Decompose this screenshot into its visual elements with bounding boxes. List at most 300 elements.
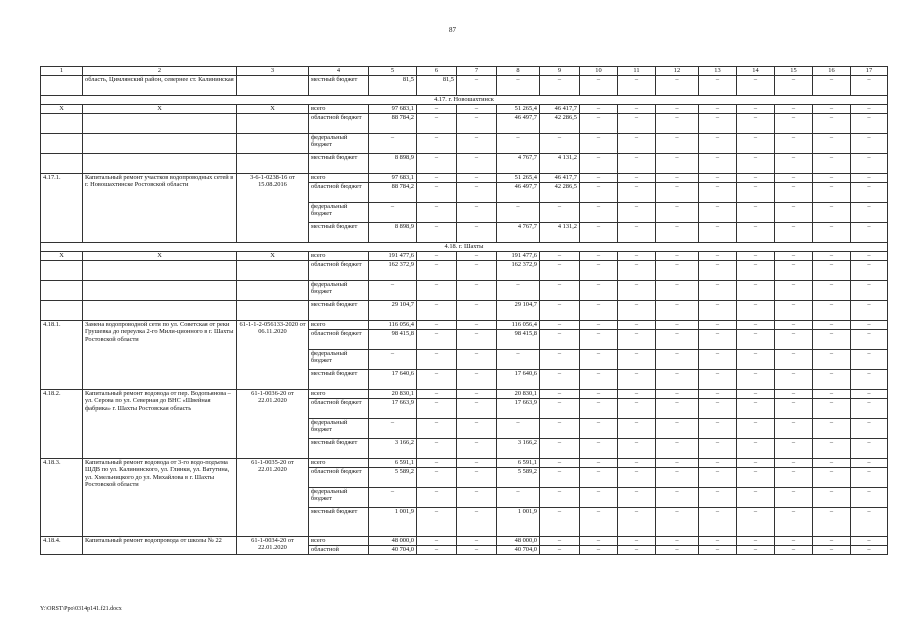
object-name-cell: Замена водопроводной сети по ул. Советская от реки Грушевка до переулка 2-го Мили-ционного в г. Шахты Ростовской области	[83, 321, 237, 390]
value-cell: –	[618, 134, 656, 154]
value-cell: –	[775, 459, 813, 468]
value-cell: –	[457, 114, 497, 134]
value-cell: –	[540, 76, 580, 96]
value-cell: –	[851, 419, 888, 439]
table-body	[41, 67, 888, 555]
document-cell: 61-1-0035-20 от 22.01.2020	[237, 459, 309, 537]
value-cell: –	[618, 223, 656, 243]
value-cell: –	[618, 439, 656, 459]
budget-source-cell: местный бюджет	[309, 370, 369, 390]
value-cell: 98 415,8	[369, 330, 417, 350]
value-cell: –	[656, 223, 699, 243]
item-number-cell: 4.18.4.	[41, 537, 83, 555]
column-header: 7	[457, 67, 497, 76]
value-cell: –	[457, 281, 497, 301]
budget-source-cell: всего	[309, 252, 369, 261]
value-cell: –	[580, 546, 618, 555]
value-cell: –	[618, 546, 656, 555]
table-row	[41, 134, 888, 154]
value-cell: –	[618, 301, 656, 321]
value-cell: –	[417, 321, 457, 330]
value-cell: –	[737, 419, 775, 439]
value-cell: –	[813, 330, 851, 350]
value-cell: –	[580, 261, 618, 281]
value-cell: –	[851, 174, 888, 183]
value-cell: –	[580, 459, 618, 468]
value-cell: –	[851, 459, 888, 468]
section-row	[41, 243, 888, 252]
item-number-cell	[41, 114, 83, 134]
value-cell: –	[775, 252, 813, 261]
value-cell: –	[417, 390, 457, 399]
value-cell: 17 640,6	[497, 370, 540, 390]
value-cell: –	[656, 537, 699, 546]
value-cell: –	[813, 508, 851, 537]
column-header: 1	[41, 67, 83, 76]
value-cell: 162 372,9	[497, 261, 540, 281]
value-cell: –	[656, 105, 699, 114]
value-cell: –	[699, 370, 737, 390]
item-number-cell: 4.18.1.	[41, 321, 83, 390]
value-cell: 17 663,9	[369, 399, 417, 419]
document-cell	[237, 114, 309, 134]
value-cell: –	[540, 399, 580, 419]
value-cell: –	[457, 350, 497, 370]
value-cell: –	[851, 350, 888, 370]
value-cell: –	[417, 301, 457, 321]
table-row	[41, 76, 888, 96]
value-cell: –	[851, 508, 888, 537]
budget-source-cell: федеральный бюджет	[309, 203, 369, 223]
value-cell: –	[580, 488, 618, 508]
value-cell: –	[417, 203, 457, 223]
item-number-cell	[41, 154, 83, 174]
value-cell: –	[457, 203, 497, 223]
value-cell: –	[656, 154, 699, 174]
value-cell: –	[540, 508, 580, 537]
value-cell: –	[851, 134, 888, 154]
value-cell: 6 591,1	[369, 459, 417, 468]
column-header: 9	[540, 67, 580, 76]
value-cell: –	[813, 174, 851, 183]
value-cell: –	[775, 223, 813, 243]
value-cell: 51 265,4	[497, 174, 540, 183]
value-cell: –	[813, 154, 851, 174]
table-row	[41, 105, 888, 114]
value-cell: 1 001,9	[497, 508, 540, 537]
value-cell: –	[813, 105, 851, 114]
value-cell: –	[618, 399, 656, 419]
value-cell: 51 265,4	[497, 105, 540, 114]
document-cell	[237, 281, 309, 301]
document-cell: 3-6-1-0238-16 от 15.08.2016	[237, 174, 309, 243]
value-cell: –	[737, 154, 775, 174]
value-cell: –	[618, 370, 656, 390]
budget-source-cell: всего	[309, 174, 369, 183]
value-cell: –	[775, 370, 813, 390]
value-cell: 17 640,6	[369, 370, 417, 390]
value-cell: –	[737, 390, 775, 399]
value-cell: –	[851, 281, 888, 301]
value-cell: –	[813, 301, 851, 321]
value-cell: –	[699, 183, 737, 203]
object-name-cell: Капитальный ремонт участков водопроводных сетей в г. Новошахтинске Ростовской области	[83, 174, 237, 243]
value-cell: –	[457, 419, 497, 439]
value-cell: –	[737, 261, 775, 281]
value-cell: –	[457, 330, 497, 350]
value-cell: –	[699, 252, 737, 261]
document-cell: 61-1-0034-20 от 22.01.2020	[237, 537, 309, 555]
value-cell: –	[580, 301, 618, 321]
value-cell: –	[580, 134, 618, 154]
value-cell: –	[656, 439, 699, 459]
value-cell: –	[457, 223, 497, 243]
value-cell: –	[457, 321, 497, 330]
value-cell: –	[775, 301, 813, 321]
value-cell: 40 704,0	[369, 546, 417, 555]
value-cell: –	[737, 546, 775, 555]
column-header: 15	[775, 67, 813, 76]
value-cell: –	[457, 301, 497, 321]
value-cell: –	[580, 399, 618, 419]
item-number-cell: Х	[41, 252, 83, 261]
value-cell: –	[580, 350, 618, 370]
value-cell: –	[851, 105, 888, 114]
value-cell: –	[618, 350, 656, 370]
value-cell: –	[656, 350, 699, 370]
value-cell: –	[540, 468, 580, 488]
value-cell: –	[851, 546, 888, 555]
value-cell: –	[618, 390, 656, 399]
value-cell: –	[775, 488, 813, 508]
value-cell: –	[618, 76, 656, 96]
document-cell: Х	[237, 105, 309, 114]
section-title: 4.17. г. Новошахтинск	[41, 96, 888, 105]
document-cell: 61-1-1-2-056133-2020 от 06.11.2020	[237, 321, 309, 390]
value-cell: –	[813, 546, 851, 555]
value-cell: –	[618, 281, 656, 301]
value-cell: –	[618, 321, 656, 330]
value-cell: 6 591,1	[497, 459, 540, 468]
budget-source-cell: федеральный бюджет	[309, 350, 369, 370]
budget-source-cell: местный бюджет	[309, 76, 369, 96]
value-cell: –	[540, 252, 580, 261]
value-cell: –	[580, 321, 618, 330]
value-cell: –	[540, 301, 580, 321]
value-cell: –	[497, 76, 540, 96]
table-row	[41, 174, 888, 183]
value-cell: –	[813, 468, 851, 488]
value-cell: –	[618, 468, 656, 488]
value-cell: –	[775, 546, 813, 555]
value-cell: –	[457, 459, 497, 468]
value-cell: 29 104,7	[369, 301, 417, 321]
section-row	[41, 96, 888, 105]
value-cell: 42 286,5	[540, 183, 580, 203]
value-cell: –	[775, 439, 813, 459]
value-cell: –	[540, 330, 580, 350]
column-header: 13	[699, 67, 737, 76]
object-name-cell: Капитальный ремонт водопровода от школы № 22	[83, 537, 237, 555]
value-cell: –	[618, 105, 656, 114]
budget-source-cell: местный бюджет	[309, 223, 369, 243]
value-cell: –	[775, 261, 813, 281]
value-cell: –	[813, 459, 851, 468]
value-cell: –	[656, 399, 699, 419]
value-cell: –	[540, 390, 580, 399]
value-cell: –	[457, 370, 497, 390]
value-cell: 3 166,2	[369, 439, 417, 459]
value-cell: –	[540, 134, 580, 154]
value-cell: –	[851, 399, 888, 419]
budget-source-cell: федеральный бюджет	[309, 281, 369, 301]
value-cell: –	[618, 252, 656, 261]
value-cell: 8 898,9	[369, 223, 417, 243]
value-cell: –	[540, 546, 580, 555]
value-cell: –	[457, 390, 497, 399]
column-header: 2	[83, 67, 237, 76]
value-cell: –	[580, 154, 618, 174]
value-cell: –	[417, 468, 457, 488]
value-cell: –	[457, 183, 497, 203]
column-header: 5	[369, 67, 417, 76]
value-cell: –	[699, 488, 737, 508]
value-cell: –	[457, 439, 497, 459]
value-cell: –	[618, 261, 656, 281]
budget-source-cell: областной бюджет	[309, 468, 369, 488]
value-cell: –	[656, 468, 699, 488]
value-cell: –	[656, 330, 699, 350]
value-cell: –	[699, 223, 737, 243]
value-cell: –	[775, 154, 813, 174]
document-cell: 61-1-0036-20 от 22.01.2020	[237, 390, 309, 459]
value-cell: –	[851, 301, 888, 321]
table-row	[41, 252, 888, 261]
value-cell: –	[699, 419, 737, 439]
value-cell: –	[775, 134, 813, 154]
value-cell: –	[775, 174, 813, 183]
value-cell: –	[737, 203, 775, 223]
column-header: 4	[309, 67, 369, 76]
value-cell: –	[618, 154, 656, 174]
value-cell: –	[369, 350, 417, 370]
value-cell: –	[580, 281, 618, 301]
value-cell: –	[457, 76, 497, 96]
value-cell: –	[813, 261, 851, 281]
value-cell: 4 131,2	[540, 154, 580, 174]
value-cell: –	[417, 419, 457, 439]
value-cell: 81,5	[369, 76, 417, 96]
table-row	[41, 281, 888, 301]
value-cell: –	[851, 203, 888, 223]
value-cell: –	[699, 281, 737, 301]
value-cell: –	[699, 105, 737, 114]
document-cell	[237, 76, 309, 96]
object-name-cell: область, Цимлянский район, севернее ст. Калининская	[83, 76, 237, 96]
value-cell: –	[417, 154, 457, 174]
value-cell: –	[580, 537, 618, 546]
document-cell	[237, 261, 309, 281]
value-cell: –	[851, 223, 888, 243]
value-cell: –	[457, 537, 497, 546]
value-cell: –	[417, 399, 457, 419]
value-cell: –	[775, 330, 813, 350]
value-cell: 5 589,2	[369, 468, 417, 488]
value-cell: –	[417, 459, 457, 468]
value-cell: –	[580, 105, 618, 114]
value-cell: –	[540, 537, 580, 546]
value-cell: –	[457, 105, 497, 114]
value-cell: –	[618, 537, 656, 546]
value-cell: –	[417, 281, 457, 301]
column-header: 10	[580, 67, 618, 76]
value-cell: 4 767,7	[497, 223, 540, 243]
budget-source-cell: местный бюджет	[309, 439, 369, 459]
value-cell: –	[699, 399, 737, 419]
value-cell: –	[813, 370, 851, 390]
value-cell: –	[457, 154, 497, 174]
value-cell: –	[580, 223, 618, 243]
value-cell: –	[775, 281, 813, 301]
value-cell: –	[737, 399, 775, 419]
budget-source-cell: областной бюджет	[309, 114, 369, 134]
value-cell: –	[737, 281, 775, 301]
value-cell: –	[417, 370, 457, 390]
value-cell: –	[656, 134, 699, 154]
value-cell: –	[417, 546, 457, 555]
value-cell: –	[656, 183, 699, 203]
value-cell: –	[618, 174, 656, 183]
value-cell: –	[656, 76, 699, 96]
value-cell: 40 704,0	[497, 546, 540, 555]
column-header: 14	[737, 67, 775, 76]
section-title: 4.18. г. Шахты	[41, 243, 888, 252]
value-cell: –	[540, 261, 580, 281]
value-cell: –	[656, 370, 699, 390]
object-name-cell: Х	[83, 105, 237, 114]
value-cell: –	[580, 390, 618, 399]
document-cell	[237, 134, 309, 154]
budget-source-cell: всего	[309, 105, 369, 114]
value-cell: –	[497, 419, 540, 439]
value-cell: –	[775, 76, 813, 96]
value-cell: 191 477,6	[369, 252, 417, 261]
budget-source-cell: федеральный бюджет	[309, 134, 369, 154]
value-cell: –	[737, 134, 775, 154]
value-cell: 20 830,1	[497, 390, 540, 399]
value-cell: –	[580, 114, 618, 134]
value-cell: –	[737, 174, 775, 183]
column-header: 3	[237, 67, 309, 76]
value-cell: –	[656, 203, 699, 223]
value-cell: –	[813, 252, 851, 261]
value-cell: –	[737, 370, 775, 390]
budget-source-cell: местный бюджет	[309, 301, 369, 321]
budget-source-cell: всего	[309, 390, 369, 399]
value-cell: –	[851, 76, 888, 96]
value-cell: 46 497,7	[497, 183, 540, 203]
item-number-cell	[41, 281, 83, 301]
item-number-cell: 4.18.3.	[41, 459, 83, 537]
table-row	[41, 537, 888, 546]
table-row	[41, 154, 888, 174]
value-cell: –	[737, 468, 775, 488]
value-cell: –	[417, 174, 457, 183]
value-cell: –	[699, 330, 737, 350]
column-header: 11	[618, 67, 656, 76]
value-cell: –	[775, 508, 813, 537]
value-cell: –	[775, 399, 813, 419]
column-header: 16	[813, 67, 851, 76]
object-name-cell: Капитальный ремонт водовода от пер. Водопьянова – ул. Серова по ул. Северная до ВНС «Швейная фабрика» г. Шахты Ростовская область	[83, 390, 237, 459]
value-cell: –	[417, 508, 457, 537]
value-cell: –	[618, 203, 656, 223]
value-cell: –	[580, 203, 618, 223]
budget-source-cell: областной бюджет	[309, 330, 369, 350]
value-cell: –	[813, 419, 851, 439]
budget-source-cell: областной бюджет	[309, 261, 369, 281]
value-cell: 46 417,7	[540, 174, 580, 183]
value-cell: –	[737, 76, 775, 96]
value-cell: –	[813, 183, 851, 203]
value-cell: –	[699, 459, 737, 468]
value-cell: 46 497,7	[497, 114, 540, 134]
value-cell: –	[699, 174, 737, 183]
value-cell: –	[417, 134, 457, 154]
value-cell: –	[497, 203, 540, 223]
item-number-cell	[41, 261, 83, 281]
value-cell: –	[775, 350, 813, 370]
value-cell: –	[618, 508, 656, 537]
value-cell: –	[851, 537, 888, 546]
item-number-cell	[41, 134, 83, 154]
value-cell: –	[775, 468, 813, 488]
value-cell: –	[775, 114, 813, 134]
value-cell: 8 898,9	[369, 154, 417, 174]
value-cell: –	[656, 546, 699, 555]
object-name-cell	[83, 154, 237, 174]
value-cell: –	[813, 390, 851, 399]
object-name-cell	[83, 261, 237, 281]
value-cell: –	[417, 261, 457, 281]
value-cell: –	[417, 252, 457, 261]
value-cell: 42 286,5	[540, 114, 580, 134]
column-header: 8	[497, 67, 540, 76]
value-cell: 29 104,7	[497, 301, 540, 321]
object-name-cell	[83, 114, 237, 134]
value-cell: –	[737, 321, 775, 330]
document-cell	[237, 301, 309, 321]
file-path-footer: Y:\ORST\Ppo\0314p141.f21.docx	[40, 606, 122, 612]
value-cell: –	[457, 508, 497, 537]
value-cell: –	[618, 330, 656, 350]
document-cell	[237, 154, 309, 174]
value-cell: –	[737, 537, 775, 546]
value-cell: –	[737, 105, 775, 114]
value-cell: –	[813, 134, 851, 154]
value-cell: 97 683,1	[369, 174, 417, 183]
value-cell: 48 000,0	[369, 537, 417, 546]
budget-source-cell: областной	[309, 546, 369, 555]
value-cell: –	[580, 174, 618, 183]
value-cell: 3 166,2	[497, 439, 540, 459]
value-cell: –	[656, 301, 699, 321]
value-cell: –	[737, 459, 775, 468]
value-cell: 5 589,2	[497, 468, 540, 488]
value-cell: –	[699, 261, 737, 281]
value-cell: –	[540, 459, 580, 468]
value-cell: –	[851, 183, 888, 203]
